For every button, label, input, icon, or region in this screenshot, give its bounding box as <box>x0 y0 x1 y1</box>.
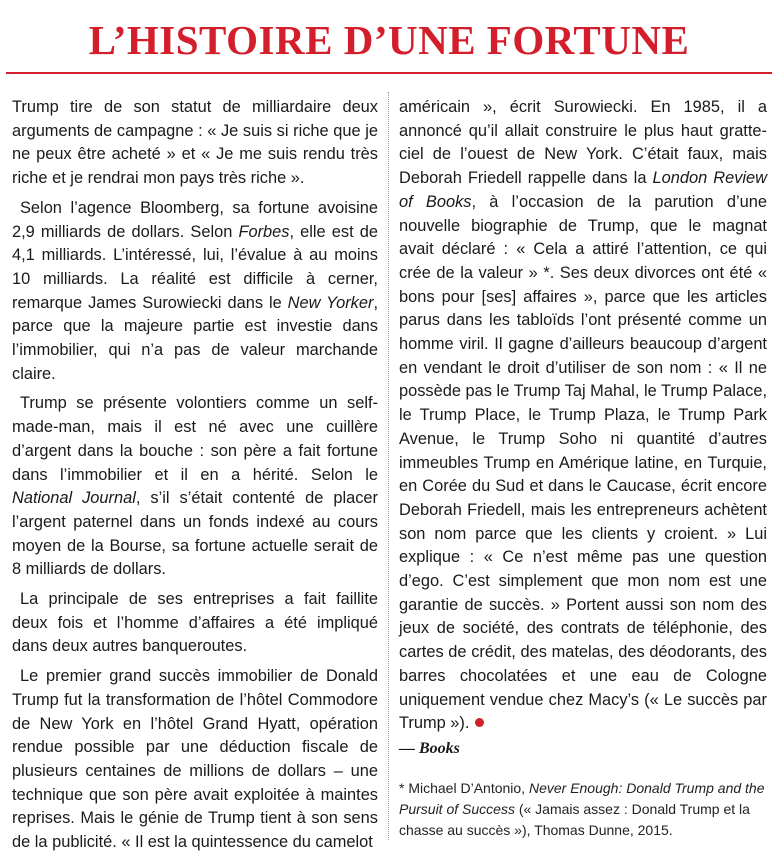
lrb-title: London Review of Books <box>399 169 767 211</box>
p2-text-b: , elle est de 4,1 milliards. L’intéressé, lui, l’évalue à au moins 10 milliards. La réalité est difficile à cerner, remarque James Surowiecki dans le <box>12 222 378 312</box>
new-yorker-title: New Yorker <box>287 293 374 312</box>
p5-text: Le premier grand succès immobilier de Donald Trump fut la transformation de l’hôtel Commodore de New York en l’hôtel Grand Hyatt, opération rendue possible par une déduction fiscale de plusieurs centaines de millions de dollars – une technique que son père avait exploitée à maintes reprises. Mais le génie de Trump tient à son sens de la publicité. « Il est la quintessence du camelot <box>12 667 378 852</box>
byline: — Books <box>399 740 460 757</box>
paragraph-5 <box>12 665 378 855</box>
footnote-book-title: Never Enough: Donald Trump and the Pursuit of Success <box>399 780 765 817</box>
footnote-text-a: * Michael D’Antonio, <box>399 780 529 796</box>
p2-text-c: , parce que la majeure partie est investie dans l’immobilier, qui n’a pas de valeur marchande claire. <box>12 293 378 383</box>
paragraph-1 <box>12 96 378 191</box>
footnote-text-b: (« Jamais assez : Donald Trump et la chasse au succès »), Thomas Dunne, 2015. <box>399 801 750 838</box>
paragraph-2 <box>12 197 378 387</box>
national-journal-title: National Journal <box>12 489 136 508</box>
article-title: L’HISTOIRE D’UNE FORTUNE <box>88 17 690 63</box>
p6-text-b: , à l’occasion de la parution d’une nouvelle biographie de Trump, que le magnat avait déclaré : « Cela a attiré l’attention, ce qui crée de la valeur » *. Ses deux divorces ont été « bons pour [ses] affaires », parce que les articles parus dans les tabloïds l’ont présenté comme un homme viril. Il gagne d’ailleurs beaucoup d’argent en vendant le droit d’utiliser de son nom : « Il ne possède pas le Trump Taj Mahal, le Trump Palace, le Trump Place, le Trump Plaza, le Trump Park Avenue, le Trump Soho ni quantité d’autres immeubles Trump en Amérique latine, en Turquie, en Corée du Sud et dans le Caucase, écrit encore Deborah Friedell, mais les entrepreneurs achètent son nom parce que les clients y croient. » Lui explique : « Ce n’est même pas une question d’ego. C’est simplement que mon nom est une garantie de succès. » Portent aussi son nom des jeux de société, des contrats de téléphonie, des cartes de crédit, des matelas, des déodorants, des barres chocolatées et une eau de Cologne uniquement vendue chez Macy’s (« Le succès par Trump »). <box>399 192 767 733</box>
paragraph-3 <box>12 392 378 582</box>
p1-text: Trump tire de son statut de milliardaire deux arguments de campagne : « Je suis si riche que je ne peux être acheté » et « Je me suis rendu très riche et je rendrai mon pays très riche ». <box>12 98 378 188</box>
paragraph-4 <box>12 588 378 659</box>
forbes-title: Forbes <box>238 222 290 241</box>
left-column <box>12 96 378 861</box>
p2-text-a: Selon l’agence Bloomberg, sa fortune avoisine 2,9 milliards de dollars. Selon <box>12 198 378 241</box>
column-divider <box>388 92 390 840</box>
paragraph-6 <box>399 96 767 736</box>
p3-text-a: Trump se présente volontiers comme un self-made-man, mais il est né avec une cuillère d’argent dans la bouche : son père a fait fortune dans l’immobilier et il en a hérité. Selon le <box>12 394 378 484</box>
end-mark-icon <box>475 718 484 727</box>
footnote <box>399 778 767 841</box>
title-rule <box>6 72 772 74</box>
p3-text-b: , s’il s’était contenté de placer l’argent paternel dans un fonds indexé au cours moyen de la Bourse, sa fortune actuelle serait de 8 milliards de dollars. <box>12 489 378 579</box>
p4-text: La principale de ses entreprises a fait faillite deux fois et l’homme d’affaires a été impliqué dans deux autres banqueroutes. <box>12 590 378 656</box>
p6-text-a: américain », écrit Surowiecki. En 1985, il a annoncé qu’il allait construire le plus haut gratte-ciel de l’ouest de New York. C’était faux, mais Deborah Friedell rappelle dans la <box>399 98 767 188</box>
right-column <box>399 96 767 742</box>
